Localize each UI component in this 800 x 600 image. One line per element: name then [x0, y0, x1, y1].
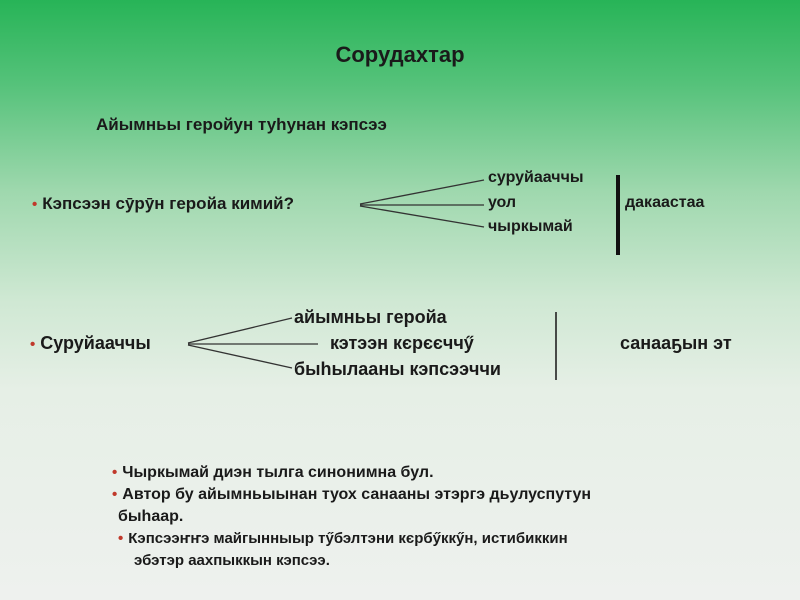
role-item: быһылааны кэпсээччи: [294, 359, 501, 379]
connector-line: [360, 180, 484, 204]
notes-list: [112, 462, 591, 572]
role-item: айымньы геройа: [294, 307, 447, 327]
bullet-icon: •: [30, 336, 36, 353]
list-item-continuation: быһаар.: [118, 508, 184, 525]
list-item-continuation: эбэтэр аахпыккын кэпсээ.: [134, 552, 330, 569]
option-item: уол: [488, 194, 517, 211]
list-item: • Кэпсээҥҥэ майгынныыр тӳбэлтэни кєрбӳккӳн, истибиккин: [118, 530, 568, 547]
bullet-icon: •: [112, 464, 118, 481]
question-1-text: Кэпсээн сӯрӯн геройа кимий?: [42, 194, 295, 213]
question-2-text: Суруйааччы: [40, 333, 151, 353]
bullet-icon: •: [112, 486, 118, 503]
list-item: • Чыркымай диэн тылга синонимна бул.: [112, 464, 434, 481]
question-2-answer: санааҕын эт: [620, 333, 732, 353]
connector-line: [360, 206, 484, 227]
role-item: кэтээн кєрєєччӳ: [330, 333, 474, 353]
option-item: чыркымай: [488, 218, 573, 235]
slide-subtitle: Айымньы геройун туһунан кэпсээ: [96, 115, 387, 134]
list-item: • Автор бу айымньыынан туох санааны этэргэ дьулуспутун: [112, 486, 592, 503]
bullet-icon: •: [32, 196, 38, 213]
connector-line: [188, 318, 292, 343]
option-item: суруйааччы: [488, 169, 584, 186]
question-2: [30, 333, 151, 354]
slide-title: Сорудахтар: [335, 42, 465, 67]
bullet-icon: •: [118, 530, 124, 547]
question-1: [32, 194, 294, 214]
connector-line: [188, 345, 292, 368]
question-1-answer: дакаастаа: [625, 194, 705, 211]
